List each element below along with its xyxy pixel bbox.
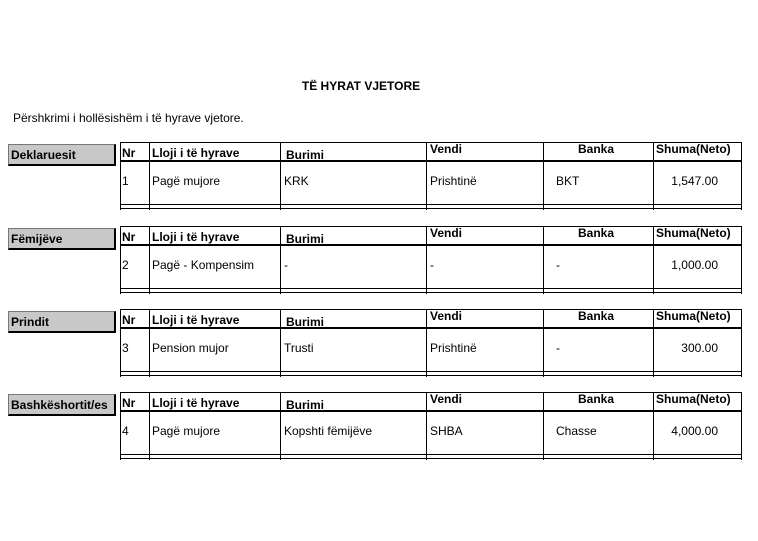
header-nr: Nr <box>122 396 136 410</box>
section-label: Deklaruesit <box>8 144 116 166</box>
column-separator <box>543 226 544 294</box>
header-nr: Nr <box>122 230 136 244</box>
table-rule <box>120 375 742 376</box>
table-rule <box>120 244 742 246</box>
cell-vendi: SHBA <box>430 424 463 438</box>
column-separator <box>280 142 281 210</box>
table-rule <box>120 204 742 205</box>
header-shuma: Shuma(Neto) <box>656 309 731 323</box>
table-border <box>120 142 121 210</box>
table-rule <box>120 327 742 329</box>
header-nr: Nr <box>122 313 136 327</box>
table-rule <box>120 292 742 293</box>
header-lloji: Lloji i të hyrave <box>152 146 240 160</box>
column-separator <box>426 392 427 460</box>
column-separator <box>280 392 281 460</box>
table-border <box>741 309 742 377</box>
header-banka: Banka <box>578 309 615 323</box>
cell-banka: - <box>556 258 560 272</box>
column-separator <box>543 309 544 377</box>
header-burimi: Burimi <box>286 398 325 412</box>
column-separator <box>280 309 281 377</box>
header-banka: Banka <box>578 142 615 156</box>
column-separator <box>653 309 654 377</box>
table-rule <box>120 160 742 162</box>
table-border <box>120 226 121 294</box>
cell-banka: BKT <box>556 174 580 188</box>
header-burimi: Burimi <box>286 232 325 246</box>
column-separator <box>543 392 544 460</box>
table-border <box>120 309 121 377</box>
header-vendi: Vendi <box>430 392 463 406</box>
cell-nr: 2 <box>122 258 129 272</box>
header-shuma: Shuma(Neto) <box>656 142 731 156</box>
header-vendi: Vendi <box>430 142 463 156</box>
header-lloji: Lloji i të hyrave <box>152 396 240 410</box>
cell-burimi: KRK <box>284 174 309 188</box>
income-table <box>120 309 742 379</box>
cell-nr: 1 <box>122 174 129 188</box>
cell-shuma: 300.00 <box>681 341 718 355</box>
income-table <box>120 392 742 462</box>
cell-lloji: Pagë mujore <box>152 424 221 438</box>
cell-shuma: 1,547.00 <box>671 174 718 188</box>
column-separator <box>426 226 427 294</box>
column-separator <box>149 392 150 460</box>
cell-burimi: Trusti <box>284 341 314 355</box>
table-rule <box>120 410 742 412</box>
header-shuma: Shuma(Neto) <box>656 226 731 240</box>
cell-nr: 3 <box>122 341 129 355</box>
column-separator <box>653 392 654 460</box>
column-separator <box>149 309 150 377</box>
cell-vendi: Prishtinë <box>430 174 477 188</box>
cell-shuma: 1,000.00 <box>671 258 718 272</box>
header-shuma: Shuma(Neto) <box>656 392 731 406</box>
cell-lloji: Pension mujor <box>152 341 229 355</box>
income-section <box>0 309 758 379</box>
income-section <box>0 392 758 462</box>
income-section <box>0 142 758 212</box>
document-subtitle: Përshkrimi i hollësishëm i të hyrave vjetore. <box>13 111 244 125</box>
header-lloji: Lloji i të hyrave <box>152 230 240 244</box>
cell-vendi: Prishtinë <box>430 341 477 355</box>
document-title: TË HYRAT VJETORE <box>301 79 421 93</box>
column-separator <box>426 309 427 377</box>
column-separator <box>653 226 654 294</box>
header-nr: Nr <box>122 146 136 160</box>
cell-burimi: - <box>284 258 288 272</box>
table-rule <box>120 371 742 372</box>
table-border <box>741 226 742 294</box>
section-label: Prindit <box>8 311 116 333</box>
income-section <box>0 226 758 296</box>
cell-banka: - <box>556 341 560 355</box>
table-border <box>741 142 742 210</box>
column-separator <box>543 142 544 210</box>
header-lloji: Lloji i të hyrave <box>152 313 240 327</box>
table-rule <box>120 208 742 209</box>
cell-lloji: Pagë mujore <box>152 174 221 188</box>
income-table <box>120 142 742 212</box>
income-table <box>120 226 742 296</box>
table-rule <box>120 288 742 289</box>
header-burimi: Burimi <box>286 315 325 329</box>
column-separator <box>149 142 150 210</box>
table-border <box>741 392 742 460</box>
cell-nr: 4 <box>122 424 129 438</box>
column-separator <box>426 142 427 210</box>
cell-vendi: - <box>430 258 434 272</box>
header-banka: Banka <box>578 226 615 240</box>
section-label: Bashkëshortit/es <box>8 394 116 416</box>
column-separator <box>653 142 654 210</box>
table-rule <box>120 454 742 455</box>
column-separator <box>149 226 150 294</box>
table-rule <box>120 458 742 459</box>
header-vendi: Vendi <box>430 309 463 323</box>
header-burimi: Burimi <box>286 148 325 162</box>
table-border <box>120 392 121 460</box>
cell-shuma: 4,000.00 <box>671 424 718 438</box>
header-banka: Banka <box>578 392 615 406</box>
column-separator <box>280 226 281 294</box>
header-vendi: Vendi <box>430 226 463 240</box>
cell-burimi: Kopshti fëmijëve <box>284 424 373 438</box>
cell-banka: Chasse <box>556 424 597 438</box>
cell-lloji: Pagë - Kompensim <box>152 258 255 272</box>
section-label: Fëmijëve <box>8 228 116 250</box>
